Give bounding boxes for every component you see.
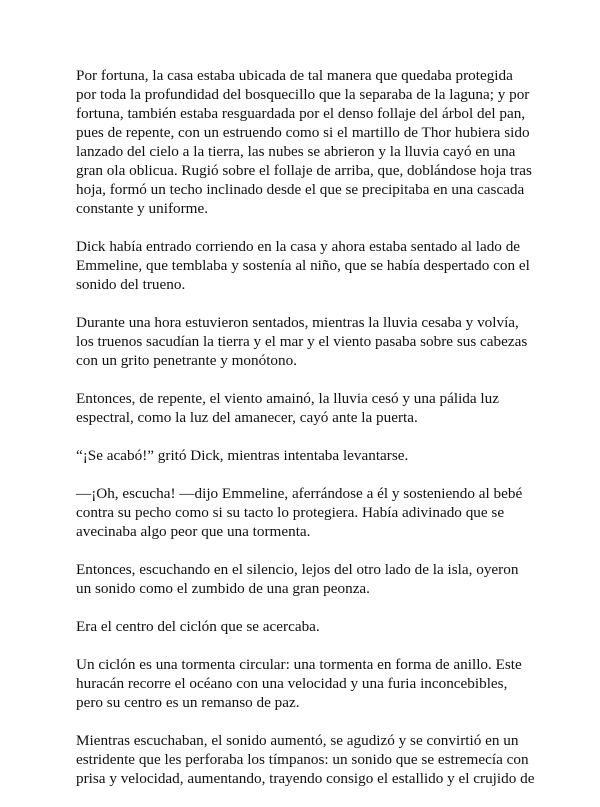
paragraph: Un ciclón es una tormenta circular: una tormenta en forma de anillo. Este huracán recorre el océano con una velocidad y una furia inconcebibles, pero su centro es un remanso de paz. bbox=[76, 656, 522, 711]
paragraph: Por fortuna, la casa estaba ubicada de tal manera que quedaba protegida por toda la profundidad del bosquecillo que la separaba de la laguna; y por fortuna, también estaba resguardada por el denso follaje del árbol del pan, pues de repente, con un estruendo como si el martillo de Thor hubiera sido lanzado del cielo a la tierra, las nubes se abrieron y la lluvia cayó en una gran ola oblicua. Rugió sobre el follaje de arriba, que, doblándose hoja tras hoja, formó un techo inclinado desde el que se precipitaba en una cascada constante y uniforme. bbox=[76, 67, 532, 217]
paragraph: Entonces, escuchando en el silencio, lejos del otro lado de la isla, oyeron un sonido como el zumbido de una gran peonza. bbox=[76, 561, 519, 597]
document-page bbox=[76, 66, 536, 807]
paragraph: “¡Se acabó!” gritó Dick, mientras intentaba levantarse. bbox=[76, 447, 409, 464]
paragraph: Durante una hora estuvieron sentados, mientras la lluvia cesaba y volvía, los truenos sacudían la tierra y el mar y el viento pasaba sobre sus cabezas con un grito penetrante y monótono. bbox=[76, 314, 528, 369]
paragraph: —¡Oh, escucha! —dijo Emmeline, aferrándose a él y sosteniendo al bebé contra su pecho como si su tacto lo protegiera. Había adivinado que se avecinaba algo peor que una tormenta. bbox=[76, 485, 523, 540]
paragraph: Era el centro del ciclón que se acercaba. bbox=[76, 618, 320, 635]
paragraph: Dick había entrado corriendo en la casa y ahora estaba sentado al lado de Emmeline, que temblaba y sostenía al niño, que se había despertado con el sonido del trueno. bbox=[76, 238, 530, 293]
paragraph: Entonces, de repente, el viento amainó, la lluvia cesó y una pálida luz espectral, como la luz del amanecer, cayó ante la puerta. bbox=[76, 390, 499, 426]
paragraph: Mientras escuchaban, el sonido aumentó, se agudizó y se convirtió en un estridente que les perforaba los tímpanos: un sonido que se estremecía con prisa y velocidad, aumentando, trayendo consigo el estallido y el crujido de bbox=[76, 732, 535, 787]
